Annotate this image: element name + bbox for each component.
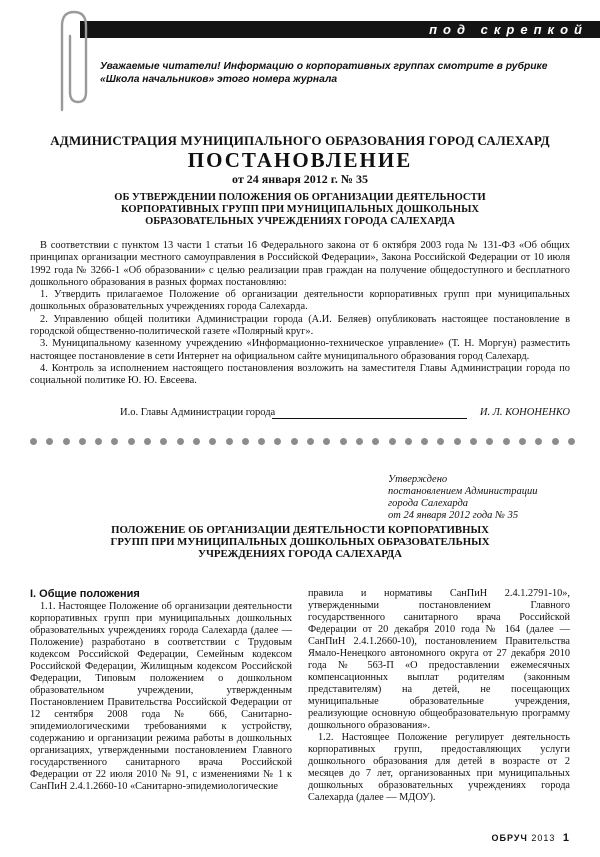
- divider-dot: [46, 438, 53, 445]
- signatory-name: И. Л. КОНОНЕНКО: [479, 407, 570, 418]
- decree-date: от 24 января 2012 г. № 35: [232, 172, 368, 186]
- divider-dot: [568, 438, 575, 445]
- divider-dot: [340, 438, 347, 445]
- document-type-title: ПОСТАНОВЛЕНИЕ: [187, 148, 413, 172]
- page-number: 1: [562, 832, 570, 844]
- section-header-band: [80, 21, 600, 38]
- divider-dot: [535, 438, 542, 445]
- divider-dot: [144, 438, 151, 445]
- section-header-label: под скрепкой: [429, 22, 588, 37]
- divider-dot: [356, 438, 363, 445]
- regulation-column-right: [308, 588, 570, 804]
- divider-dot: [30, 438, 37, 445]
- divider-dot: [177, 438, 184, 445]
- approval-line: Утверждено: [388, 474, 448, 485]
- dotted-divider: [30, 438, 575, 446]
- divider-dot: [437, 438, 444, 445]
- approval-line: от 24 января 2012 года № 35: [388, 510, 519, 521]
- divider-dot: [79, 438, 86, 445]
- journal-logo: ОБРУЧ: [491, 833, 528, 843]
- footer-year: 2013: [531, 833, 556, 843]
- divider-dot: [63, 438, 70, 445]
- decree-preamble: В соответствии с пунктом 13 части 1 статьи 16 Федерального закона от 6 октября 2003 года № 131-ФЗ «Об общих принципах организации местного самоуправления в Российской Федерации», Закона Российской Федерации от 10 июля 1992 года № 3266-1 «Об образовании» с целью реализации прав граждан на получение общедоступного и бесплатного дошкольного образования в разных формах постановляю:: [30, 240, 570, 288]
- decree-body: [30, 240, 570, 388]
- divider-dot: [405, 438, 412, 445]
- divider-dot: [274, 438, 281, 445]
- regulation-paragraph: 1.2. Настоящее Положение регулирует деятельность корпоративных групп, предоставляющих услуги дошкольного образования для детей в возрасте от 2 месяцев до 7 лет, организованных при муниципальных дошкольных образовательных учреждениях города Салехарда (далее — МДОУ).: [308, 732, 570, 803]
- decree-subject: ОБ УТВЕРЖДЕНИИ ПОЛОЖЕНИЯ ОБ ОРГАНИЗАЦИИ ДЕЯТЕЛЬНОСТИ КОРПОРАТИВНЫХ ГРУПП ПРИ МУНИЦИПАЛЬНЫХ ДОШКОЛЬНЫХ ОБРАЗОВАТЕЛЬНЫХ УЧРЕЖДЕНИЯХ ГОРОДА САЛЕХАРДА: [114, 192, 486, 227]
- section-title: I. Общие положения: [30, 588, 140, 600]
- divider-dot: [454, 438, 461, 445]
- decree-item-2: 2. Управлению общей политики Администрации города (А.И. Беляев) опубликовать настоящее постановление в городской общественно-политической газете «Полярный круг».: [30, 313, 570, 338]
- approval-stamp: [388, 474, 578, 522]
- divider-dot: [552, 438, 559, 445]
- divider-dot: [503, 438, 510, 445]
- divider-dot: [242, 438, 249, 445]
- divider-dot: [209, 438, 216, 445]
- divider-dot: [323, 438, 330, 445]
- divider-dot: [226, 438, 233, 445]
- divider-dot: [193, 438, 200, 445]
- divider-dot: [372, 438, 379, 445]
- regulation-paragraph: правила и нормативы СанПиН 2.4.1.2791-10», утвержденными постановлением Главного государственного санитарного врача Российской Федерации от 20 декабря 2010 года № 164 (далее — СанПиН 2.4.1.2660-10), постановлением Правительства Ямало-Ненецкого автономного округа от 27 декабря 2010 года № 563-П «О предоставлении ежемесячных компенсационных выплат родителям (законным представителям) на детей, не посещающих муниципальные образовательные учреждения, реализующие основную общеобразовательную программу дошкольного образования».: [308, 588, 570, 731]
- divider-dot: [258, 438, 265, 445]
- divider-dot: [291, 438, 298, 445]
- decree-item-3: 3. Муниципальному казенному учреждению «Информационно-техническое управление» (Т. Н. Моргун) разместить настоящее постановление в сети Интернет на официальном сайте муниципального образования город Салехард.: [30, 338, 570, 362]
- divider-dot: [307, 438, 314, 445]
- divider-dot: [160, 438, 167, 445]
- regulation-paragraph: 1.1. Настоящее Положение об организации деятельности корпоративных групп при муниципальных дошкольных образовательных учреждениях города Салехарда (далее — Положение) разработано в соответствии с Трудовым кодексом Российской Федерации, Семейным кодексом Российской Федерации, Жилищным кодексом Российской Федерации, Типовым положением о дошкольном образовательном учреждении, утвержденным Постановлением Правительства Российской Федерации от 12 сентября 2008 года № 666, Санитарно-эпидемиологическими требованиями к устройству, содержанию и организации режима работы в дошкольных организациях, утвержденными постановлением Главного государственного санитарного врача Российской Федерации от 22 июля 2010 № 91, с изменениями № 1 к СанПиН 2.4.1.2660-10 «Санитарно-эпидемиологические: [30, 601, 292, 792]
- paperclip-icon: [40, 6, 100, 116]
- decree-item-4: 4. Контроль за исполнением настоящего постановления возложить на заместителя Главы Администрации города по социальной политике Ю. Ю. Евсеева.: [30, 362, 570, 387]
- divider-dot: [470, 438, 477, 445]
- divider-dot: [95, 438, 102, 445]
- divider-dot: [111, 438, 118, 445]
- divider-dot: [519, 438, 526, 445]
- approval-line: постановлением Администрации: [388, 486, 538, 497]
- signature-block: [120, 407, 570, 418]
- editor-notice: Уважаемые читатели! Информацию о корпоративных группах смотрите в рубрике «Школа начальников» этого номера журнала: [100, 61, 548, 85]
- approval-line: города Салехарда: [388, 498, 469, 509]
- regulation-column-left: [30, 588, 292, 793]
- regulation-heading: ПОЛОЖЕНИЕ ОБ ОРГАНИЗАЦИИ ДЕЯТЕЛЬНОСТИ КОРПОРАТИВНЫХ ГРУПП ПРИ МУНИЦИПАЛЬНЫХ ДОШКОЛЬНЫХ ОБРАЗОВАТЕЛЬНЫХ УЧРЕЖДЕНИЯХ ГОРОДА САЛЕХАРДА: [110, 524, 490, 560]
- divider-dot: [421, 438, 428, 445]
- decree-item-1: 1. Утвердить прилагаемое Положение об организации деятельности корпоративных групп при муниципальных дошкольных образовательных учреждениях города Салехарда.: [30, 289, 570, 313]
- signature-line: [272, 418, 467, 419]
- divider-dot: [486, 438, 493, 445]
- divider-dot: [389, 438, 396, 445]
- issuing-authority: АДМИНИСТРАЦИЯ МУНИЦИПАЛЬНОГО ОБРАЗОВАНИЯ ГОРОД САЛЕХАРД: [50, 133, 550, 148]
- signatory-role: И.о. Главы Администрации города: [120, 407, 276, 418]
- divider-dot: [128, 438, 135, 445]
- page-footer: [492, 832, 570, 844]
